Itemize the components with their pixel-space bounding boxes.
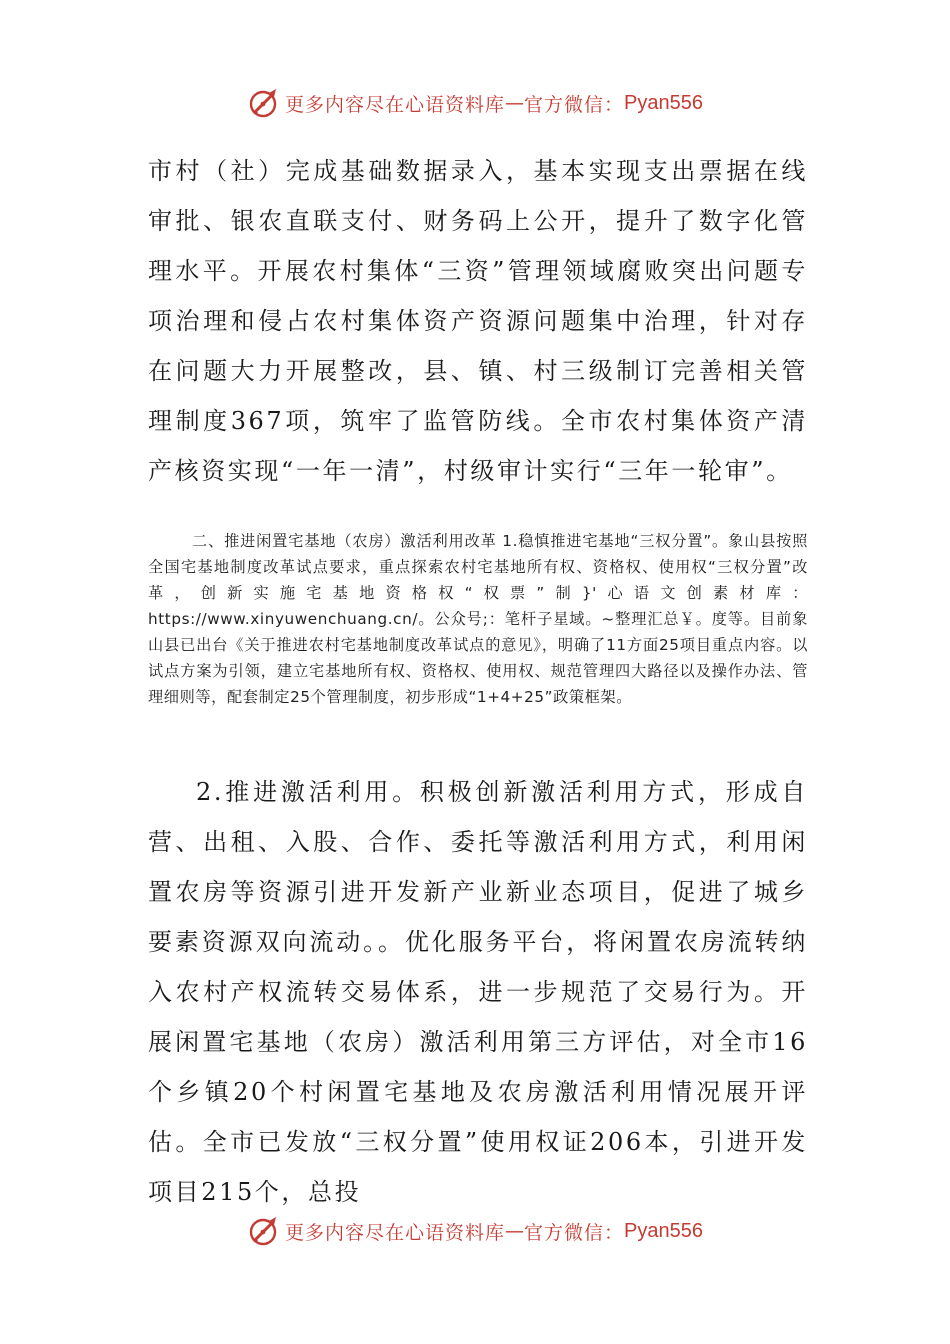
pen-logo-icon: [247, 1214, 281, 1248]
banner-contact-label: 官方微信：: [524, 93, 625, 116]
banner-contact-id: Pyan556: [624, 1219, 703, 1242]
banner-text: 更多内容尽在心语资料库: [285, 1221, 506, 1244]
body-paragraph-2: 二、推进闲置宅基地（农房）激活利用改革 1.稳慎推进宅基地“三权分置”。象山县按照全国宅基地制度改革试点要求，重点探索农村宅基地所有权、资格权、使用权“三权分置”改革，创新实施宅基地资格权“权票”制}'心语文创素材库：https://www.xinyuwenchuang.cn/。公众号;：笔杆子星域。~整理汇总￥。度等。目前象山县已出台《关于推进农村宅基地制度改革试点的意见》，明确了11方面25项目重点内容。以试点方案为引领，建立宅基地所有权、资格权、使用权、规范管理四大路径以及操作办法、管理细则等，配套制定25个管理制度，初步形成“1+4+25”政策框架。: [148, 532, 808, 706]
banner-separator: —: [505, 1220, 525, 1242]
banner-contact-id: Pyan556: [624, 91, 703, 114]
footer-banner: [0, 1208, 950, 1254]
body-paragraph-3: 2.推进激活利用。积极创新激活利用方式，形成自营、出租、入股、合作、委托等激活利用方式，利用闲置农房等资源引进开发新产业新业态项目，促进了城乡要素资源双向流动。。优化服务平台，将闲置农房流转纳入农村产权流转交易体系，进一步规范了交易行为。开展闲置宅基地（农房）激活利用第三方评估，对全市16个乡镇20个村闲置宅基地及农房激活利用情况展开评估。全市已发放“三权分置”使用权证206本，引进开发项目215个，总投: [148, 778, 808, 1206]
body-paragraph-1: 市村（社）完成基础数据录入，基本实现支出票据在线审批、银农直联支付、财务码上公开，提升了数字化管理水平。开展农村集体“三资”管理领域腐败突出问题专项治理和侵占农村集体资产资源问题集中治理，针对存在问题大力开展整改，县、镇、村三级制订完善相关管理制度367项，筑牢了监管防线。全市农村集体资产清产核资实现“一年一清”，村级审计实行“三年一轮审”。: [148, 157, 808, 485]
banner-contact-label: 官方微信：: [524, 1221, 625, 1244]
banner-text: 更多内容尽在心语资料库: [285, 93, 506, 116]
banner-separator: —: [505, 92, 525, 114]
header-banner: [0, 80, 950, 126]
pen-logo-icon: [247, 86, 281, 120]
